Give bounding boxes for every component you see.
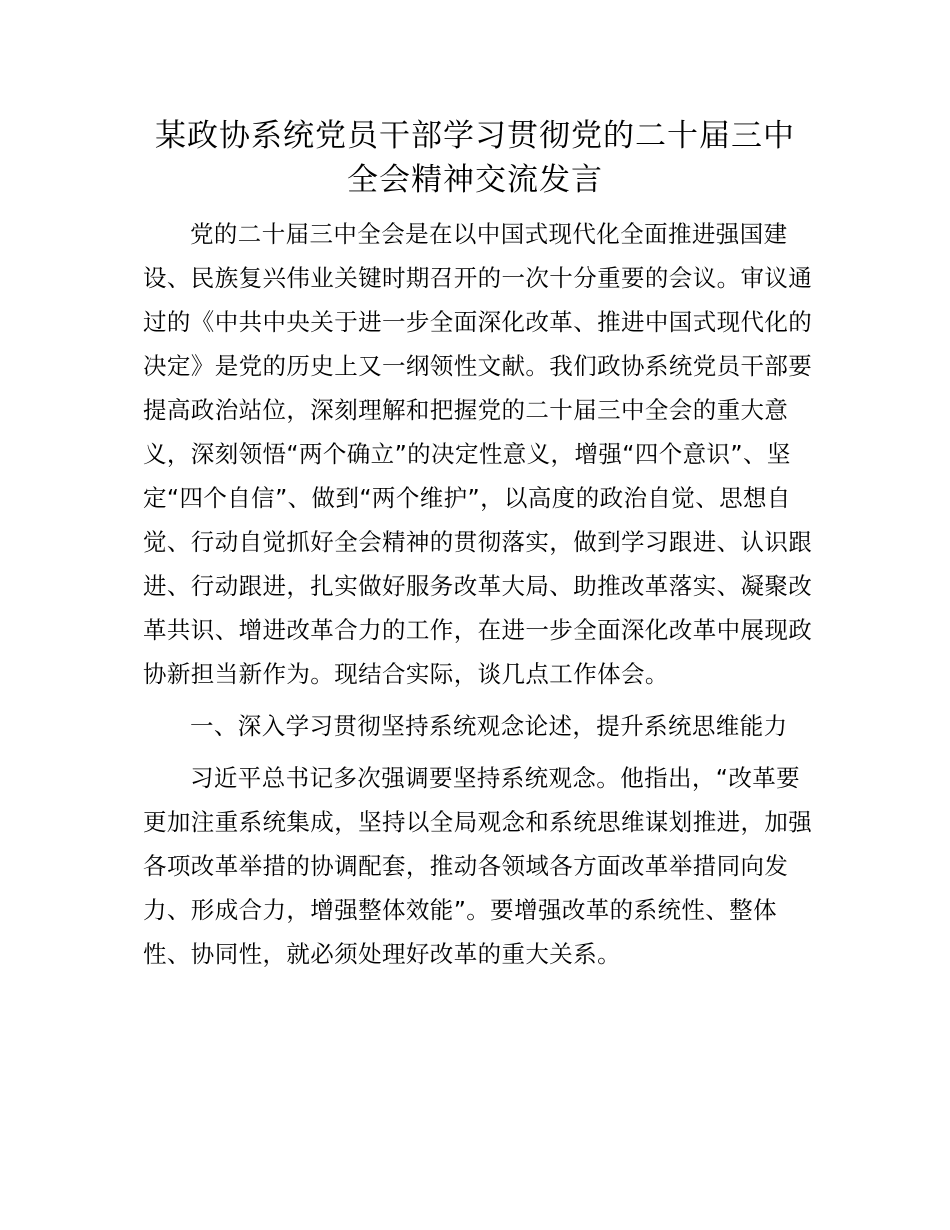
document-body [143,212,823,984]
section-heading-1: 一、深入学习贯彻坚持系统观念论述，提升系统思维能力 [190,712,788,740]
document-title [120,114,830,202]
intro-paragraph: 党的二十届三中全会是在以中国式现代化全面推进强国建设、民族复兴伟业关键时期召开的一次十分重要的会议。审议通过的《中共中央关于进一步全面深化改革、推进中国式现代化的决定》是党的历史上又一纲领性文献。我们政协系统党员干部要提高政治站位，深刻理解和把握党的二十届三中全会的重大意义，深刻领悟“两个确立”的决定性意义，增强“四个意识”、坚定“四个自信”、做到“两个维护”，以高度的政治自觉、思想自觉、行动自觉抓好全会精神的贯彻落实，做到学习跟进、认识跟进、行动跟进，扎实做好服务改革大局、助推改革落实、凝聚改革共识、增进改革合力的工作，在进一步全面深化改革中展现政协新担当新作为。现结合实际，谈几点工作体会。 [143,220,813,688]
section-1-paragraph: 习近平总书记多次强调要坚持系统观念。他指出，“改革要更加注重系统集成，坚持以全局观念和系统思维谋划推进，加强各项改革举措的协调配套，推动各领域各方面改革举措同向发力、形成合力，增强整体效能”。要增强改革的系统性、整体性、协同性，就必须处理好改革的重大关系。 [143,764,813,968]
title-line-2: 全会精神交流发言 [347,162,603,198]
title-line-1: 某政协系统党员干部学习贯彻党的二十届三中 [155,118,795,154]
